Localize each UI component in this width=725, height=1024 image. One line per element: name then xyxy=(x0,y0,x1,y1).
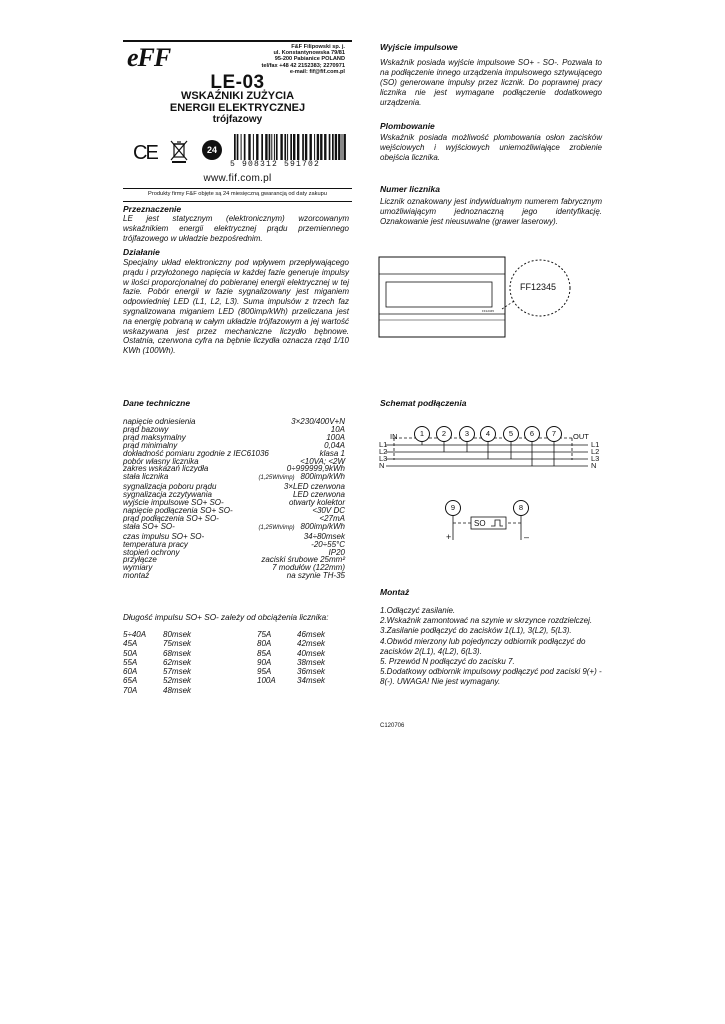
montaz-item: 5.Dodatkowy odbiornik impulsowy podłączyć pod zaciski 9(+) - 8(-). UWAGA! Nie jest wymagany. xyxy=(380,667,602,687)
barcode-bar xyxy=(276,134,278,160)
spec-value: 10A xyxy=(330,424,345,434)
terminal-6: 6 xyxy=(524,426,540,442)
barcode-bar xyxy=(344,134,346,160)
pulse-table-title: Długość impulsu SO+ SO- zależy od obciążenia licznika: xyxy=(123,613,329,622)
website-url: www.fif.com.pl xyxy=(203,173,272,184)
logo: eFF xyxy=(127,43,171,72)
pulse-time: 48msek xyxy=(163,685,192,695)
terminal-9: 9 xyxy=(445,500,461,516)
barcode-bar xyxy=(297,134,299,160)
diagram-out-label: OUT xyxy=(573,432,589,441)
pulse-load: 5÷40A xyxy=(123,630,147,639)
montaz-item: 1.Odłączyć zasilanie. xyxy=(380,606,456,615)
pulse-table-right xyxy=(257,630,325,686)
diagram-right-lines xyxy=(591,441,599,469)
pulse-table-left xyxy=(123,630,191,695)
spec-key: przyłącze xyxy=(123,555,157,565)
pulse-load: 70A xyxy=(123,685,138,695)
spec-key: montaż xyxy=(123,571,150,581)
spec-value: 800imp/kWh xyxy=(300,472,345,482)
line-label-right: N xyxy=(591,461,597,470)
barcode-bar xyxy=(287,134,288,160)
spec-note: (1,25Wh/imp) xyxy=(258,524,295,531)
section-dane-title: Dane techniczne xyxy=(123,398,191,408)
barcode-digits: 5 908312 591702 xyxy=(230,160,321,169)
barcode-bar xyxy=(314,134,315,160)
numer-text: Licznik oznakowany jest indywidualnym numerem fabrycznym umożliwiającym jednoznaczną jego identyfikację. Oznakowanie jest nieusuwalne (grawer laserowy). xyxy=(380,197,602,226)
barcode-bar xyxy=(271,134,272,160)
line-label-left: N xyxy=(379,461,385,470)
montaz-list xyxy=(380,606,604,688)
barcode-bar xyxy=(302,134,304,160)
barcode-bar xyxy=(284,134,286,160)
document-code: C120706 xyxy=(380,723,405,729)
pulse-load: 55A xyxy=(123,657,138,667)
spec-key: zakres wskazań liczydła xyxy=(123,464,209,474)
spec-key: wymiary xyxy=(123,563,153,573)
dzialanie-text: Specjalny układ elektroniczny pod wpływem przepływającego prądu i przyłożonego napięcia w każdej fazie generuje impulsy w ilości proporcjonalnej do pobieranej energii elektrycznej w tej fazie. Pobór energii w fazie sygnalizowany jest miganiem odpowiedniej LED (L1, L2, L3). Suma impulsów z trzech faz sygnalizowana miganiem LED (800imp/kWh) przeliczana jest na energię pobraną w całym układzie trójfazowym a jej wartość wskazywana jest przez mechaniczne liczydło bębnowe. Ostatnia, czerwona cyfra na bębnie liczydła oznacza rząd 1/10 KWh (100Wh). xyxy=(123,258,349,356)
terminal-8: 8 xyxy=(513,500,529,516)
barcode-bar xyxy=(265,134,267,160)
spec-note: (1,25Wh/imp) xyxy=(258,475,295,482)
so-plus: + xyxy=(446,532,452,542)
montaz-item: 5. Przewód N podłączyć do zacisku 7. xyxy=(380,657,515,667)
barcode-bar xyxy=(342,134,343,160)
spec-key: czas impulsu SO+ SO- xyxy=(123,531,205,541)
pulse-time: 42msek xyxy=(297,639,326,649)
barcode-bar xyxy=(269,134,271,160)
pulse-load: 85A xyxy=(257,648,272,658)
spec-value: na szynie TH-35 xyxy=(286,571,345,581)
barcode-bar xyxy=(274,134,275,160)
pulse-load: 100A xyxy=(257,676,276,686)
section-wyjscie-title: Wyjście impulsowe xyxy=(380,42,458,52)
barcode-bar xyxy=(329,134,331,160)
montaz-item: 4.Obwód mierzony lub pojedynczy odbiornik podłączyć do zacisków 2(L1), 4(L2), 6(L3). xyxy=(380,636,586,656)
barcode-bar xyxy=(320,134,322,160)
pulse-load: 90A xyxy=(257,657,272,667)
header-top-rule xyxy=(123,40,352,42)
pulse-row xyxy=(257,630,325,639)
spec-key: wyjście impulsowe SO+ SO- xyxy=(123,498,224,508)
pulse-load: 45A xyxy=(123,639,138,649)
pulse-load: 50A xyxy=(123,648,138,658)
przeznaczenie-text: LE jest statycznym (elektronicznym) wzorcowanym wskaźnikiem energii elektrycznej prądu przemiennego trójfazowego w układzie bezpośrednim. xyxy=(123,214,349,243)
montaz-item: 3.Zasilanie podłączyć do zacisków 1(L1), 3(L2), 5(L3). xyxy=(380,626,572,636)
spec-value: 0,04A xyxy=(324,440,345,450)
section-schemat-title: Schemat podłączenia xyxy=(380,398,467,408)
pulse-time: 62msek xyxy=(163,657,192,667)
section-dzialanie-title: Działanie xyxy=(123,247,160,257)
pulse-time: 34msek xyxy=(297,676,326,686)
section-plomb-title: Plombowanie xyxy=(380,121,435,131)
serial-number-label: FF12345 xyxy=(520,282,557,292)
diagram-left-lines xyxy=(379,441,387,469)
pulse-load: 95A xyxy=(257,667,272,677)
pulse-row xyxy=(123,686,191,695)
pulse-row xyxy=(123,639,191,648)
barcode-bar xyxy=(248,134,250,160)
spec-value: 100A xyxy=(326,432,345,442)
terminal-7: 7 xyxy=(546,426,562,442)
barcode-bar xyxy=(244,134,246,160)
title-line: WSKAŹNIKI ZUŻYCIA xyxy=(180,90,295,102)
so-minus: – xyxy=(524,532,530,542)
barcode-bar xyxy=(290,134,292,160)
spec-key: stała SO+ SO- xyxy=(123,521,175,531)
spec-key: sygnalizacja poboru prądu xyxy=(123,482,217,492)
pulse-time: 57msek xyxy=(163,667,192,677)
line-label-right: L1 xyxy=(591,440,600,449)
warranty-note: Produkty firmy F&F objęte są 24 miesięczną gwarancją od daty zakupu xyxy=(148,191,327,197)
warranty-24-badge: 24 xyxy=(202,140,222,160)
spec-value: 7 modułów (122mm) xyxy=(272,563,345,573)
pulse-time: 75msek xyxy=(163,639,192,649)
warranty-rule xyxy=(123,201,352,202)
line-label-left: L1 xyxy=(379,440,388,449)
spec-key: stała licznika xyxy=(123,472,169,482)
diagram-in-label: IN xyxy=(390,432,398,441)
pulse-row xyxy=(123,649,191,658)
company-line: F&F Filipowski sp. j. xyxy=(291,44,345,50)
header-bottom-rule xyxy=(123,188,352,189)
barcode-bar xyxy=(317,134,319,160)
company-address xyxy=(215,44,345,75)
wyjscie-text: Wskaźnik posiada wyjście impulsowe SO+ - SO-. Pozwala to na podłączenie innego urządzenia impulsowego sztywującego (SO) generowane impulsy przez licznik. Do poprawnej pracy licznika nie jest wymagane podłączenie dodatkowego urządzenia. xyxy=(380,58,602,107)
pulse-row xyxy=(123,658,191,667)
barcode-bar xyxy=(237,134,239,160)
spec-table xyxy=(123,418,345,580)
terminal-1: 1 xyxy=(414,426,430,442)
line-label-left: L3 xyxy=(379,454,388,463)
company-line: e-mail: fif@fif.com.pl xyxy=(289,68,345,75)
company-line: ul. Konstantynowska 79/81 xyxy=(273,50,345,57)
meter-front-illustration xyxy=(378,252,608,340)
pulse-load: 60A xyxy=(123,667,138,677)
spec-value: 3×230/400V+N xyxy=(291,417,345,426)
barcode-bar xyxy=(261,134,263,160)
barcode-bar xyxy=(293,134,295,160)
barcode-bar xyxy=(335,134,337,160)
pulse-load: 75A xyxy=(257,630,272,639)
company-line: 95-200 Pabianice POLAND xyxy=(274,56,345,63)
line-label-right: L3 xyxy=(591,454,600,463)
barcode-bar xyxy=(338,134,340,160)
pulse-row xyxy=(257,649,325,658)
line-label-right: L2 xyxy=(591,447,600,456)
barcode xyxy=(232,134,348,162)
pulse-row xyxy=(123,667,191,676)
spec-key: pobór własny licznika xyxy=(123,456,199,466)
spec-key: sygnalizacja zczytywania xyxy=(123,490,212,500)
spec-value: zaciski śrubowe 25mm² xyxy=(261,555,345,565)
pulse-row xyxy=(123,676,191,685)
spec-key: dokładność pomiaru zgodnie z IEC61036 xyxy=(123,448,269,458)
spec-value: 3×LED czerwona xyxy=(283,482,345,492)
montaz-item: 2.Wskaźnik zamontować na szynie w skrzynce rozdzielczej. xyxy=(380,616,593,626)
svg-text:FF12345: FF12345 xyxy=(482,309,495,313)
barcode-bar xyxy=(310,134,312,160)
pulse-row xyxy=(257,639,325,648)
pulse-time: 38msek xyxy=(297,657,326,667)
pulse-time: 52msek xyxy=(163,676,192,686)
spec-value-group xyxy=(287,572,345,580)
barcode-bar xyxy=(256,134,258,160)
spec-key: prąd podłączenia SO+ SO- xyxy=(123,513,219,523)
spec-value: LED czerwona xyxy=(292,490,345,500)
pulse-row xyxy=(257,658,325,667)
barcode-bar xyxy=(253,134,254,160)
so-label: SO xyxy=(474,519,486,528)
spec-row xyxy=(123,572,345,580)
company-line: tel/fax +48 42 2152383; 2270971 xyxy=(261,62,345,69)
barcode-bar xyxy=(234,134,236,160)
spec-key: napięcie odniesienia xyxy=(123,417,196,426)
pulse-time: 80msek xyxy=(163,630,192,639)
pulse-time: 36msek xyxy=(297,667,326,677)
pulse-row xyxy=(123,630,191,639)
spec-value: IP20 xyxy=(328,547,345,557)
spec-key: napięcie podłączenia SO+ SO- xyxy=(123,505,233,515)
spec-key: prąd maksymalny xyxy=(123,432,186,442)
pulse-row xyxy=(257,667,325,676)
section-montaz-title: Montaż xyxy=(380,587,410,597)
pulse-time: 46msek xyxy=(297,630,326,639)
line-label-left: L2 xyxy=(379,447,388,456)
barcode-bar xyxy=(305,134,307,160)
barcode-bar xyxy=(241,134,242,160)
spec-key: temperatura pracy xyxy=(123,539,188,549)
spec-key: prąd minimalny xyxy=(123,440,178,450)
plomb-text: Wskaźnik posiada możliwość plombowania osłon zacisków wejściowych i wyjściowych uniemożliwiające zrobienie obejścia licznika. xyxy=(380,133,602,162)
model-name: LE-03 xyxy=(210,72,265,93)
spec-value: 800imp/kWh xyxy=(300,521,345,531)
spec-value: klasa 1 xyxy=(319,448,345,458)
pulse-time: 68msek xyxy=(163,648,192,658)
spec-value: 34÷80msek xyxy=(303,531,345,541)
barcode-bar xyxy=(332,134,334,160)
spec-key: stopień ochrony xyxy=(123,547,180,557)
terminal-2: 2 xyxy=(436,426,452,442)
spec-key: prąd bazowy xyxy=(123,424,169,434)
spec-value: <10VA; <2W xyxy=(300,456,345,466)
pulse-time: 40msek xyxy=(297,648,326,658)
weee-bin-icon xyxy=(169,139,189,163)
pulse-load: 80A xyxy=(257,639,272,649)
barcode-bar xyxy=(280,134,282,160)
terminal-3: 3 xyxy=(459,426,475,442)
spec-value: <27mA xyxy=(319,513,345,523)
barcode-bar xyxy=(324,134,326,160)
spec-value: -20÷55°C xyxy=(311,539,345,549)
spec-value: 0÷999999,9kWh xyxy=(286,464,345,474)
section-numer-title: Numer licznika xyxy=(380,184,440,194)
title-line: ENERGII ELEKTRYCZNEJ xyxy=(169,101,306,114)
spec-value: otwarty kolektor xyxy=(288,498,345,508)
product-title xyxy=(123,91,352,126)
pulse-row xyxy=(257,676,325,685)
ce-mark-icon: CE xyxy=(133,142,157,164)
title-line: trójfazowy xyxy=(212,114,263,125)
spec-value: <30V DC xyxy=(312,505,345,515)
pulse-load: 65A xyxy=(123,676,138,686)
terminal-4: 4 xyxy=(480,426,496,442)
terminal-5: 5 xyxy=(503,426,519,442)
section-przeznaczenie-title: Przeznaczenie xyxy=(123,204,182,214)
